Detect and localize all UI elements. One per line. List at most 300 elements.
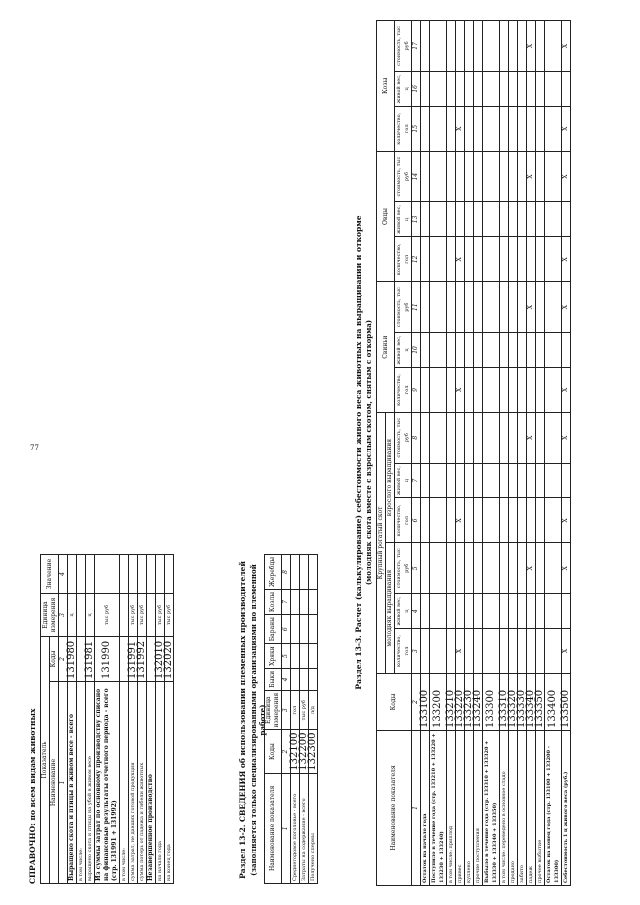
s133-value-cell [447,543,456,594]
s133-col-number: 16 [412,71,421,106]
ref-row-value [95,555,120,594]
s133-row-code: 133310 [500,674,509,731]
s133-value-cell [447,594,456,629]
ref-head-code: Коды [50,637,59,682]
s133-value-cell [518,332,527,367]
s133-value-cell [465,594,474,629]
s133-value-cell [465,202,474,237]
s133-value-cell [447,151,456,202]
s133-value-cell [527,106,536,151]
s133-value-cell [430,237,447,282]
s133-subcol-header: количество, гол [395,106,412,151]
s133-value-cell [545,202,562,237]
s133-value-cell [465,71,474,106]
s133-row-code: 133350 [536,674,545,731]
s132-row-unit: тыс руб [300,690,309,730]
s133-row-code: 133340 [527,674,536,731]
s133-value-cell [518,71,527,106]
ref-row-name: в том числе: [120,682,129,884]
s133-col-number: 4 [412,594,421,629]
s133-value-cell [483,594,500,629]
section-13-3-subtitle: (молодняк скота вместе с взрослым скотом, снятым с откорма) [364,319,373,586]
s132-col-number: 1 [282,773,291,883]
s133-value-cell [430,463,447,498]
ref-row-name: Выращено скота и птицы в живом весе - всего [68,682,77,884]
s133-value-cell [465,629,474,674]
s132-row [309,555,318,884]
s132-value-cell [309,589,318,614]
s133-value-cell [500,71,509,106]
s133-value-cell [536,594,545,629]
s133-value-cell [474,237,483,282]
s132-value-cell [291,555,300,590]
s133-row-name: в том числе: переведено в основное стадо [500,731,509,886]
s133-value-cell [518,412,527,463]
ref-row-value [138,555,147,594]
s133-value-cell [536,71,545,106]
s132-col-number: 4 [282,668,291,690]
s133-row [483,21,500,886]
s133-value-cell [509,21,518,72]
ref-row-unit [77,594,86,637]
s133-value-cell [474,332,483,367]
s132-value-cell [309,555,318,590]
s133-value-cell [421,367,430,412]
s133-col-number: 3 [412,629,421,674]
ref-row [95,555,120,884]
s133-value-cell [536,463,545,498]
s133-value-cell [527,71,536,106]
ref-row-name: сумма затрат, не давших готовой продукции [129,682,138,884]
s133-value-cell [545,498,562,543]
s133-value-cell [527,629,536,674]
s133-value-cell [562,71,571,106]
s133-value-cell [509,412,518,463]
s132-value-cell [309,644,318,669]
s133-value-cell [500,543,509,594]
s133-head-cattle: Крупный рогатый скот [377,412,386,673]
s133-value-cell [518,594,527,629]
s133-value-cell [421,543,430,594]
s133-row-name: прочее выбытие [536,731,545,886]
s133-value-cell [545,151,562,202]
s133-value-cell [430,498,447,543]
s133-value-cell [562,463,571,498]
s133-value-cell [518,282,527,333]
s133-row-name: забито [518,731,527,886]
s133-value-cell [430,106,447,151]
ref-row-unit [120,594,129,637]
ref-head-value: Значение [41,555,59,594]
s133-col-number: 14 [412,151,421,202]
s133-row-name: Остаток на конец года (стр. 133100 + 133200 - 133300) [545,731,562,886]
s133-value-cell [500,21,509,72]
s133-value-cell [421,202,430,237]
s133-value-cell [536,282,545,333]
s133-value-cell [518,629,527,674]
s133-value-cell [447,332,456,367]
s133-subcol-header: количество, гол [395,629,412,674]
s133-value-cell [483,21,500,72]
s133-row [536,21,545,886]
s133-x-cell: X [562,21,571,72]
ref-row-name: в том числе: [77,682,86,884]
s133-value-cell [474,151,483,202]
s133-value-cell [474,412,483,463]
s132-value-cell [300,668,309,690]
s133-value-cell [545,594,562,629]
s133-col-number: 13 [412,202,421,237]
s133-x-cell: X [527,543,536,594]
s133-value-cell [465,498,474,543]
s133-subcol-header: количество, гол [395,498,412,543]
s133-value-cell [536,498,545,543]
s133-row [447,21,456,886]
s132-header: Единица измерения [265,690,282,730]
ref-row [138,555,147,884]
s133-value-cell [430,367,447,412]
s133-value-cell [527,594,536,629]
s132-row-code: 132100 [291,730,300,773]
s133-value-cell [527,237,536,282]
s133-row [527,21,536,886]
s133-row-name: прочие поступления [474,731,483,886]
s132-value-cell [291,589,300,614]
s133-row-code: 133400 [545,674,562,731]
s133-value-cell [465,367,474,412]
s133-x-cell: X [562,367,571,412]
s133-x-cell: X [527,151,536,202]
s133-subcol-header: количество, гол [395,367,412,412]
s133-head-goats: Козы [377,21,395,152]
s133-value-cell [545,543,562,594]
s133-value-cell [536,543,545,594]
s132-header: Жеребцы [265,555,282,590]
s133-x-cell: X [562,237,571,282]
s133-value-cell [509,543,518,594]
s133-row-name: в том числе: приплод [447,731,456,886]
ref-row-code: 132010 [156,637,165,682]
s133-value-cell [500,367,509,412]
s132-value-cell [291,615,300,644]
s132-row-name: Затраты на содержание - всего [300,773,309,883]
s133-row [474,21,483,886]
ref-row-code: 131980 [68,637,77,682]
s132-number-row [282,555,291,884]
s133-value-cell [465,332,474,367]
s133-value-cell [518,21,527,72]
s132-col-number: 8 [282,555,291,590]
s133-subcol-header: стоимость, тыс руб [395,21,412,72]
s133-subcol-header: живой вес, ц [395,332,412,367]
s132-header: Хряки [265,644,282,669]
ref-head-unit: Единица измерения [41,594,59,637]
s133-value-cell [483,543,500,594]
s133-value-cell [430,629,447,674]
s133-x-cell: X [456,629,465,674]
s133-value-cell [483,412,500,463]
s133-value-cell [483,237,500,282]
s133-subcol-header: стоимость, тыс руб [395,282,412,333]
s133-row-code: 133300 [483,674,500,731]
s133-value-cell [474,367,483,412]
s132-value-cell [309,668,318,690]
s133-value-cell [545,412,562,463]
s133-value-cell [509,71,518,106]
s133-value-cell [483,629,500,674]
ref-row-unit: тыс руб [129,594,138,637]
s133-col-number: 2 [412,674,421,731]
s132-header: Наименование показателя [265,773,282,883]
s133-value-cell [474,106,483,151]
s133-value-cell [447,282,456,333]
s132-row-name: Получено спермы [309,773,318,883]
s133-value-cell [447,237,456,282]
s133-value-cell [500,282,509,333]
s133-x-cell: X [456,106,465,151]
s132-col-number: 7 [282,589,291,614]
ref-row [147,555,156,884]
s133-value-cell [518,237,527,282]
ref-row-name: сумма потерь от падежа и гибели животных [138,682,147,884]
s133-value-cell [447,367,456,412]
s133-value-cell [562,332,571,367]
s133-value-cell [421,282,430,333]
s133-value-cell [465,106,474,151]
s133-subcol-header: стоимость, тыс руб [395,412,412,463]
s133-value-cell [465,543,474,594]
s133-value-cell [545,282,562,333]
s133-x-cell: X [562,543,571,594]
s133-value-cell [509,202,518,237]
s133-value-cell [421,463,430,498]
s133-value-cell [500,237,509,282]
s133-value-cell [474,629,483,674]
ref-row-unit [147,594,156,637]
s133-col-number: 15 [412,106,421,151]
s133-value-cell [536,629,545,674]
s133-value-cell [456,332,465,367]
s133-x-cell: X [456,498,465,543]
s133-x-cell: X [562,412,571,463]
s132-col-number: 3 [282,690,291,730]
s133-value-cell [536,237,545,282]
s133-head-young: молодняк выращивания [386,543,395,674]
s133-value-cell [421,498,430,543]
s133-value-cell [518,543,527,594]
s132-value-cell [291,668,300,690]
s133-x-cell: X [562,151,571,202]
ref-row-unit: тыс руб [95,594,120,637]
s132-row-code: 132200 [300,730,309,773]
s133-row-code: 133100 [421,674,430,731]
s133-value-cell [465,21,474,72]
s132-value-cell [291,644,300,669]
ref-row-code: 131981 [86,637,95,682]
s133-row-name: продано [509,731,518,886]
s133-value-cell [518,463,527,498]
s133-value-cell [474,543,483,594]
s133-value-cell [545,71,562,106]
s133-value-cell [447,71,456,106]
s133-col-number: 1 [412,731,421,886]
s133-value-cell [518,106,527,151]
s133-subcol-header: живой вес, ц [395,463,412,498]
s133-head-pigs: Свиньи [377,282,395,413]
s133-value-cell [500,151,509,202]
s133-value-cell [545,237,562,282]
s133-col-number: 7 [412,463,421,498]
s133-value-cell [483,151,500,202]
s132-row-unit: л/д [309,690,318,730]
ref-head-indicator: Показатель [41,637,50,884]
s133-head-fat: взрослого выращивания [386,412,395,543]
s133-value-cell [421,71,430,106]
section-13-3-table [376,20,571,886]
s133-value-cell [430,21,447,72]
s132-col-number: 6 [282,615,291,644]
s133-value-cell [509,367,518,412]
s133-value-cell [509,237,518,282]
s133-row [465,21,474,886]
section-13-2-subtitle: (заполняется только специализированными организациями по племенной работе) [249,564,267,876]
ref-row-name: на начало года [156,682,165,884]
s133-value-cell [518,498,527,543]
s133-value-cell [545,629,562,674]
s132-value-cell [300,555,309,590]
s133-row [421,21,430,886]
s133-value-cell [456,71,465,106]
s133-value-cell [527,332,536,367]
s133-value-cell [483,498,500,543]
ref-row [165,555,174,884]
ref-row [156,555,165,884]
s133-value-cell [500,498,509,543]
s133-subcol-header: стоимость, тыс руб [395,543,412,594]
s133-value-cell [483,367,500,412]
ref-row-value [129,555,138,594]
s133-row [430,21,447,886]
s133-value-cell [456,151,465,202]
ref-row [120,555,129,884]
s133-value-cell [430,202,447,237]
ref-row-value [156,555,165,594]
s133-row-code: 133240 [474,674,483,731]
s133-value-cell [545,106,562,151]
s133-col-number: 8 [412,412,421,463]
s133-value-cell [536,332,545,367]
s133-value-cell [456,412,465,463]
s133-value-cell [509,332,518,367]
s133-value-cell [447,202,456,237]
s132-header: Козлы [265,589,282,614]
s133-row [562,21,571,886]
ref-row-code: 132020 [165,637,174,682]
reference-table [40,554,174,884]
s133-subcol-header: живой вес, ц [395,594,412,629]
s133-value-cell [474,498,483,543]
ref-head-name: Наименование [50,682,59,884]
s132-header-row [265,555,282,884]
s133-row-name: Остаток на начало года [421,731,430,886]
s133-value-cell [500,594,509,629]
s133-row-code: 133320 [509,674,518,731]
s133-value-cell [447,498,456,543]
s133-value-cell [509,629,518,674]
ref-row [77,555,86,884]
s133-value-cell [483,463,500,498]
s133-value-cell [536,202,545,237]
s133-row-name: Поступило в течение года (стр. 133210 + 133220 + 133230 + 133240) [430,731,447,886]
ref-row-value [77,555,86,594]
s133-value-cell [456,594,465,629]
s133-col-number: 5 [412,543,421,594]
s133-value-cell [447,106,456,151]
s133-head-code: Коды [377,674,412,731]
s133-value-cell [518,367,527,412]
s133-value-cell [527,202,536,237]
s133-value-cell [430,151,447,202]
s133-row-code: 133220 [456,674,465,731]
ref-col-number: 4 [59,555,68,594]
s133-value-cell [456,202,465,237]
s133-value-cell [509,282,518,333]
s133-value-cell [430,594,447,629]
s133-value-cell [545,367,562,412]
s132-value-cell [300,644,309,669]
s133-value-cell [536,367,545,412]
s133-value-cell [465,282,474,333]
s133-value-cell [483,106,500,151]
s133-row-code: 133210 [447,674,456,731]
s133-col-number: 6 [412,498,421,543]
s133-x-cell: X [456,367,465,412]
s133-value-cell [483,282,500,333]
s133-value-cell [474,463,483,498]
s133-value-cell [518,151,527,202]
s132-col-number: 2 [282,730,291,773]
s133-x-cell: X [562,498,571,543]
s133-value-cell [474,71,483,106]
s133-head-name: Наименование показателя [377,731,412,886]
s132-row [291,555,300,884]
s133-value-cell [447,463,456,498]
s133-value-cell [465,237,474,282]
s133-value-cell [421,237,430,282]
s133-subcol-header: стоимость, тыс руб [395,151,412,202]
s133-value-cell [421,21,430,72]
ref-row-unit: ц [68,594,77,637]
ref-row-unit: тыс руб [156,594,165,637]
s133-col-number: 11 [412,282,421,333]
s133-x-cell: X [562,629,571,674]
s133-row-code: 133500 [562,674,571,731]
s133-value-cell [465,151,474,202]
s132-value-cell [300,615,309,644]
s133-x-cell: X [562,106,571,151]
s133-value-cell [545,21,562,72]
s132-header: Бараны [265,615,282,644]
ref-row-code: 131990 [95,637,120,682]
s133-value-cell [430,282,447,333]
s133-row [518,21,527,886]
s133-value-cell [536,21,545,72]
s133-value-cell [562,594,571,629]
section-13-2-table [264,554,318,884]
s133-row-name: Себестоимость 1 ц живого веса (руб.) [562,731,571,886]
s133-value-cell [509,106,518,151]
section-13-3-title: Раздел 13-3. Расчет (калькулирование) себестоимости живого веса животных на выращивании и откорме [354,215,363,690]
